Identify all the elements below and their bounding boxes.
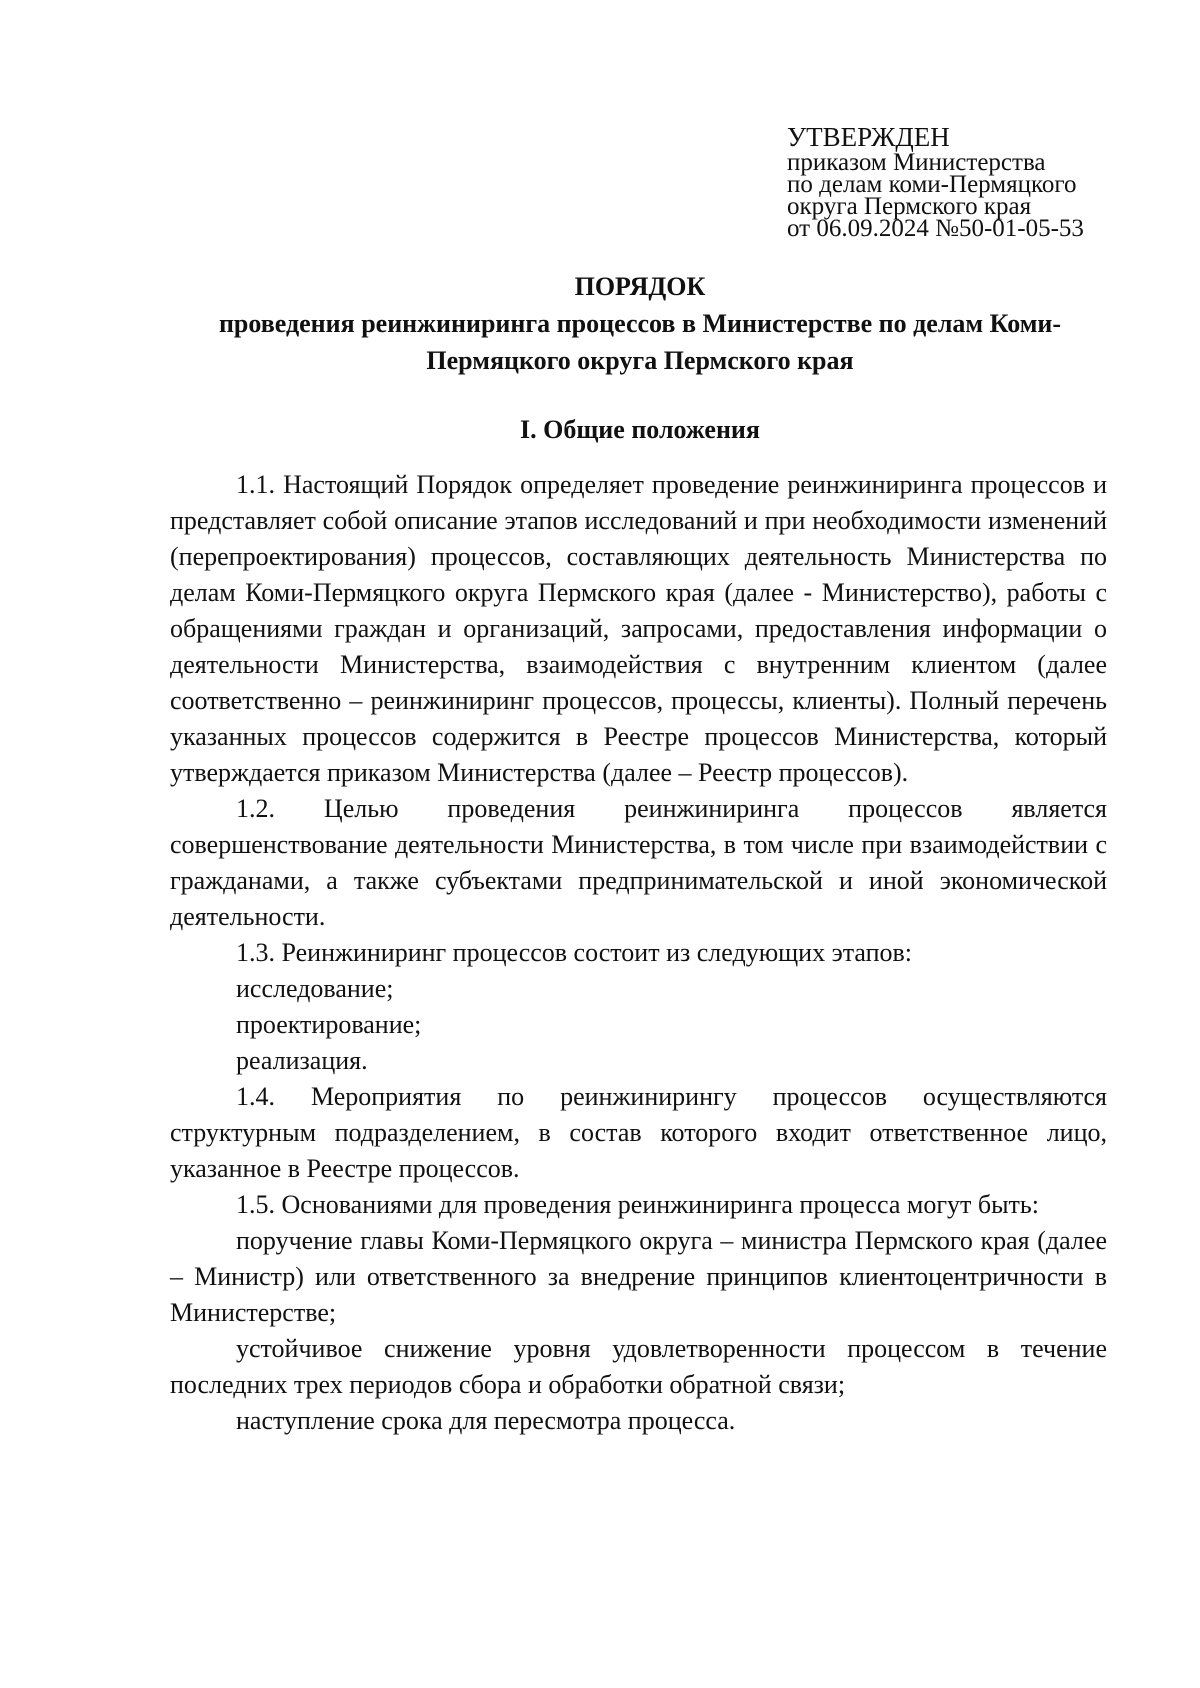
title-main: ПОРЯДОК [574, 272, 706, 301]
paragraph-1-4: 1.4. Мероприятия по реинжинирингу процессов осуществляются структурным подразделением, в состав которого входит ответственное лицо, указанное в Реестре процессов. [170, 1082, 1107, 1183]
approval-stamp [787, 122, 1084, 240]
document-body [170, 467, 1107, 1439]
ground-item: наступление срока для пересмотра процесса. [236, 1406, 736, 1435]
approval-line: округа Пермского края [787, 193, 1032, 220]
stage-item: исследование; [236, 974, 394, 1003]
title-line: проведения реинжиниринга процессов в Министерстве по делам Коми- [218, 309, 1062, 338]
approval-line: приказом Министерства [787, 149, 1046, 176]
approval-date-number: от 06.09.2024 №50-01-05-53 [787, 215, 1084, 242]
approval-line: по делам коми-Пермяцкого [787, 171, 1077, 198]
paragraph-1-1: 1.1. Настоящий Порядок определяет проведение реинжиниринга процессов и представляет собой описание этапов исследований и при необходимости изменений (перепроектирования) процессов, составляющих деятельность Министерства по делам Коми-Пермяцкого округа Пермского края (далее - Министерство), работы с обращениями граждан и организаций, запросами, предоставления информации о деятельности Министерства, взаимодействия с внутренним клиентом (далее соответственно – реинжиниринг процессов, процессы, клиенты). Полный перечень указанных процессов содержится в Реестре процессов Министерства, который утверждается приказом Министерства (далее – Реестр процессов). [170, 470, 1107, 787]
paragraph-1-3: 1.3. Реинжиниринг процессов состоит из следующих этапов: [236, 938, 913, 967]
paragraph-1-2: 1.2. Целью проведения реинжиниринга процессов является совершенствование деятельности Министерства, в том числе при взаимодействии с гражданами, а также субъектами предпринимательской и иной экономической деятельности. [170, 794, 1107, 931]
stage-item: реализация. [236, 1046, 368, 1075]
paragraph-1-5: 1.5. Основаниями для проведения реинжиниринга процесса могут быть: [236, 1190, 1039, 1219]
section-heading: I. Общие положения [520, 415, 760, 444]
document-title [170, 268, 1110, 379]
ground-item: поручение главы Коми-Пермяцкого округа – министра Пермского края (далее – Министр) или ответственного за внедрение принципов клиентоцентричности в Министерстве; [170, 1226, 1107, 1327]
stage-item: проектирование; [236, 1010, 422, 1039]
approval-title: УТВЕРЖДЕН [787, 122, 950, 152]
title-line: Пермяцкого округа Пермского края [426, 346, 854, 375]
ground-item: устойчивое снижение уровня удовлетворенности процессом в течение последних трех периодов сбора и обработки обратной связи; [170, 1334, 1107, 1399]
